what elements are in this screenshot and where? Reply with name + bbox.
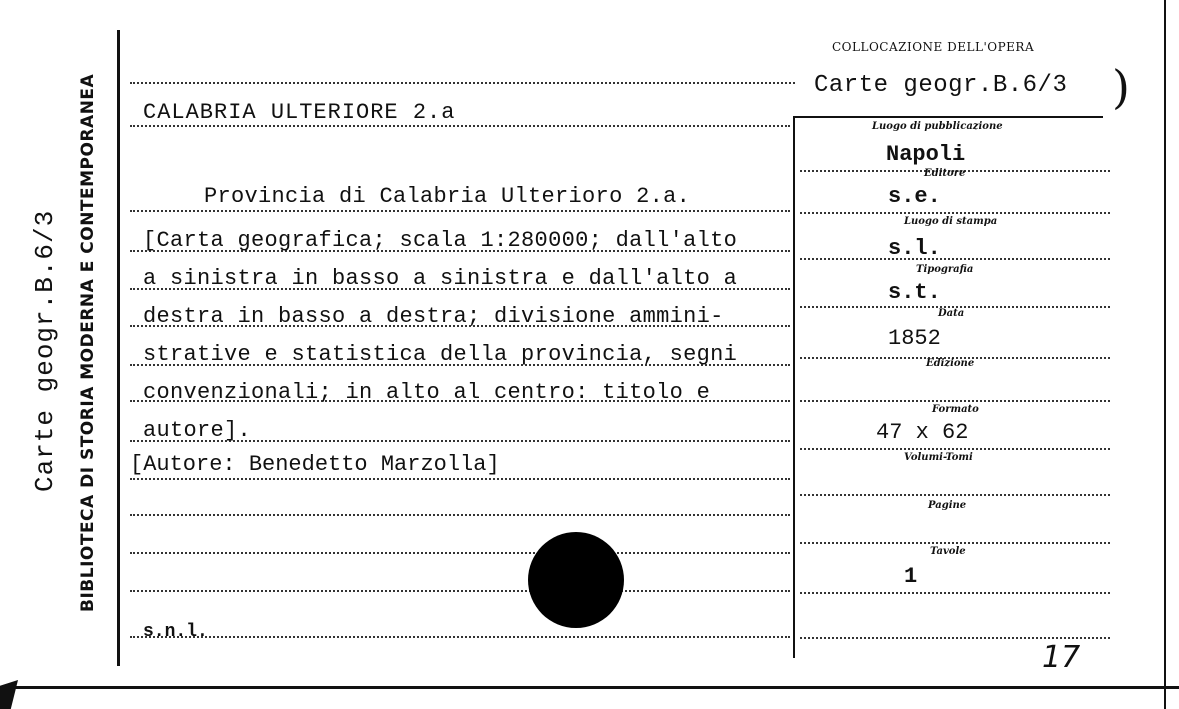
field-label-formato: Formato	[932, 404, 979, 415]
right-edge-line	[1164, 0, 1166, 709]
description-line: [Carta geografica; scala 1:280000; dall'alto	[143, 228, 738, 253]
field-label-luogo-stampa: Luogo di stampa	[904, 216, 998, 227]
field-label-volumi-tomi: Volumi-Tomi	[904, 452, 973, 463]
field-line	[800, 494, 1110, 496]
left-margin-line	[117, 30, 120, 666]
field-label-tipografia: Tipografia	[916, 264, 974, 275]
ruled-line	[130, 636, 790, 638]
field-line	[800, 592, 1110, 594]
vertical-shelfmark: Carte geogr.B.6/3	[30, 209, 60, 492]
collocazione-value: Carte geogr.B.6/3	[814, 72, 1068, 99]
footer-note: s.n.l.	[143, 622, 208, 642]
field-label-edizione: Edizione	[926, 358, 975, 369]
field-label-pagine: Pagine	[928, 500, 967, 511]
description-line: strative e statistica della provincia, segni	[143, 342, 738, 367]
ruled-line	[130, 210, 790, 212]
description-line: a sinistra in basso a sinistra e dall'alto a	[143, 266, 738, 291]
field-line	[800, 258, 1110, 260]
library-name: BIBLIOTECA DI STORIA MODERNA E CONTEMPORANEA	[78, 73, 98, 612]
column-divider	[793, 118, 795, 658]
field-label-luogo-pubblicazione: Luogo di pubblicazione	[872, 121, 1003, 132]
field-line	[800, 212, 1110, 214]
ruled-line	[130, 125, 790, 127]
bottom-rule	[0, 686, 1179, 689]
ruled-line	[130, 590, 790, 592]
card-heading: CALABRIA ULTERIORE 2.a	[143, 100, 456, 125]
field-label-data: Data	[938, 308, 965, 319]
field-line	[800, 448, 1110, 450]
corner-ink-mark	[0, 680, 18, 709]
description-line: autore].	[143, 418, 252, 443]
field-line	[800, 542, 1110, 544]
field-value-data: 1852	[888, 326, 941, 351]
description-line: destra in basso a destra; divisione ammini-	[143, 304, 724, 329]
field-value-tavole: 1	[904, 564, 918, 589]
field-value-luogo-stampa: s.l.	[888, 236, 941, 261]
field-value-luogo-pubblicazione: Napoli	[886, 142, 966, 167]
ruled-line	[130, 478, 790, 480]
field-value-editore: s.e.	[888, 184, 941, 209]
ruled-line	[130, 514, 790, 516]
ruled-line	[130, 82, 795, 84]
field-label-editore: Editore	[924, 168, 966, 179]
author-line: [Autore: Benedetto Marzolla]	[130, 452, 500, 477]
ruled-line	[130, 552, 790, 554]
right-column-top-rule	[793, 116, 1103, 118]
punch-hole	[528, 532, 624, 628]
bracket-mark: )	[1112, 60, 1130, 114]
collocazione-label: COLLOCAZIONE DELL'OPERA	[832, 40, 1035, 54]
handwritten-number: 17	[1042, 640, 1081, 675]
field-line	[800, 400, 1110, 402]
description-line: Provincia di Calabria Ulterioro 2.a.	[204, 184, 691, 209]
field-value-tipografia: s.t.	[888, 280, 941, 305]
field-label-tavole: Tavole	[930, 546, 966, 557]
description-line: convenzionali; in alto al centro: titolo e	[143, 380, 711, 405]
field-line	[800, 637, 1110, 639]
field-value-formato: 47 x 62	[876, 420, 969, 445]
